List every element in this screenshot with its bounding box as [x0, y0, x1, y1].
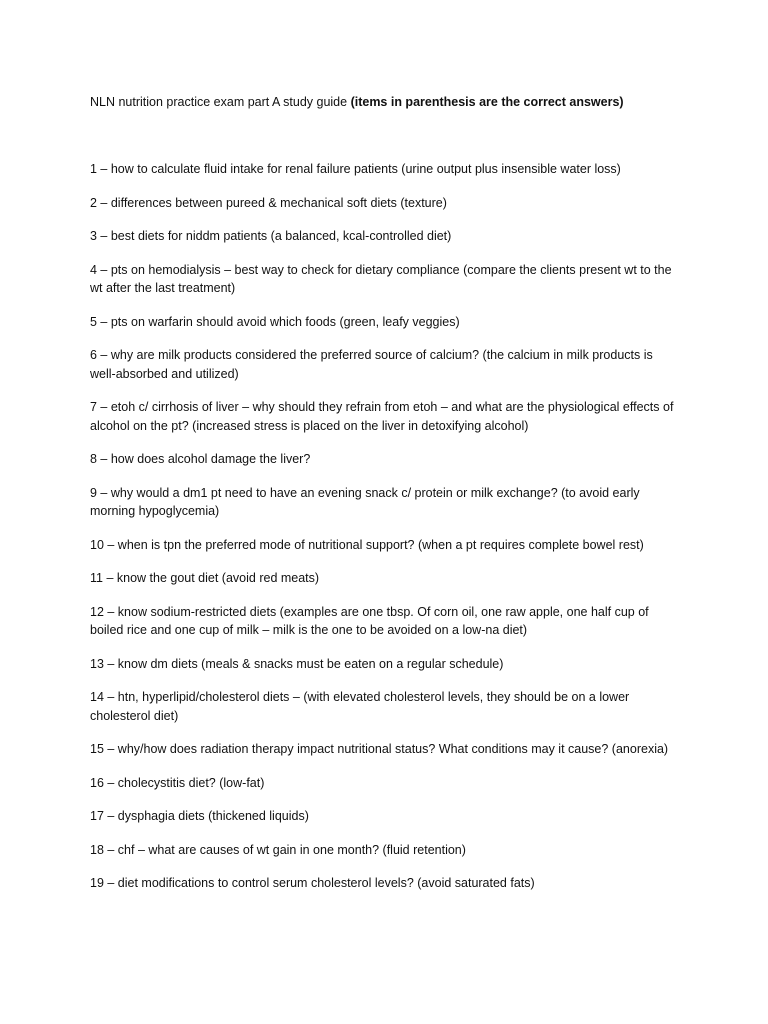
- list-item: 19 – diet modifications to control serum cholesterol levels? (avoid saturated fats): [90, 876, 535, 890]
- document-title: [90, 94, 690, 111]
- list-item: 18 – chf – what are causes of wt gain in one month? (fluid retention): [90, 842, 466, 857]
- list-item: 5 – pts on warfarin should avoid which foods (green, leafy veggies): [90, 314, 460, 329]
- list-item: 2 – differences between pureed & mechanical soft diets (texture): [90, 195, 447, 210]
- list-item: 8 – how does alcohol damage the liver?: [90, 452, 311, 466]
- list-item: 16 – cholecystitis diet? (low-fat): [90, 775, 265, 790]
- list-item: 12 – know sodium-restricted diets (examples are one tbsp. Of corn oil, one raw apple, one half cup of boiled rice and one cup of milk – milk is the one to be avoided on a low-na diet): [90, 604, 649, 637]
- list-item: 6 – why are milk products considered the preferred source of calcium? (the calcium in milk products is well-absorbed and utilized): [90, 348, 653, 381]
- list-item: 1 – how to calculate fluid intake for renal failure patients (urine output plus insensible water loss): [90, 162, 621, 176]
- list-item: 9 – why would a dm1 pt need to have an evening snack c/ protein or milk exchange? (to avoid early morning hypoglycemia): [90, 485, 640, 518]
- list-item: 10 – when is tpn the preferred mode of nutritional support? (when a pt requires complete bowel rest): [90, 537, 644, 552]
- title-text: NLN nutrition practice exam part A study guide: [90, 95, 351, 109]
- list-item: 11 – know the gout diet (avoid red meats): [90, 571, 320, 585]
- list-item: 13 – know dm diets (meals & snacks must be eaten on a regular schedule): [90, 656, 504, 671]
- list-item: 15 – why/how does radiation therapy impact nutritional status? What conditions may it cause? (anorexia): [90, 742, 669, 756]
- list-item: 4 – pts on hemodialysis – best way to check for dietary compliance (compare the clients present wt to the wt after the last treatment): [90, 262, 672, 295]
- study-guide-list: [90, 160, 680, 893]
- list-item: 14 – htn, hyperlipid/cholesterol diets – (with elevated cholesterol levels, they should be on a lower cholesterol diet): [90, 690, 630, 723]
- list-item: 17 – dysphagia diets (thickened liquids): [90, 809, 309, 823]
- list-item: 3 – best diets for niddm patients (a balanced, kcal-controlled diet): [90, 229, 452, 243]
- title-note: (items in parenthesis are the correct answers): [350, 95, 624, 109]
- list-item: 7 – etoh c/ cirrhosis of liver – why should they refrain from etoh – and what are the physiological effects of alcohol on the pt? (increased stress is placed on the liver in detoxifying alcohol): [90, 400, 674, 433]
